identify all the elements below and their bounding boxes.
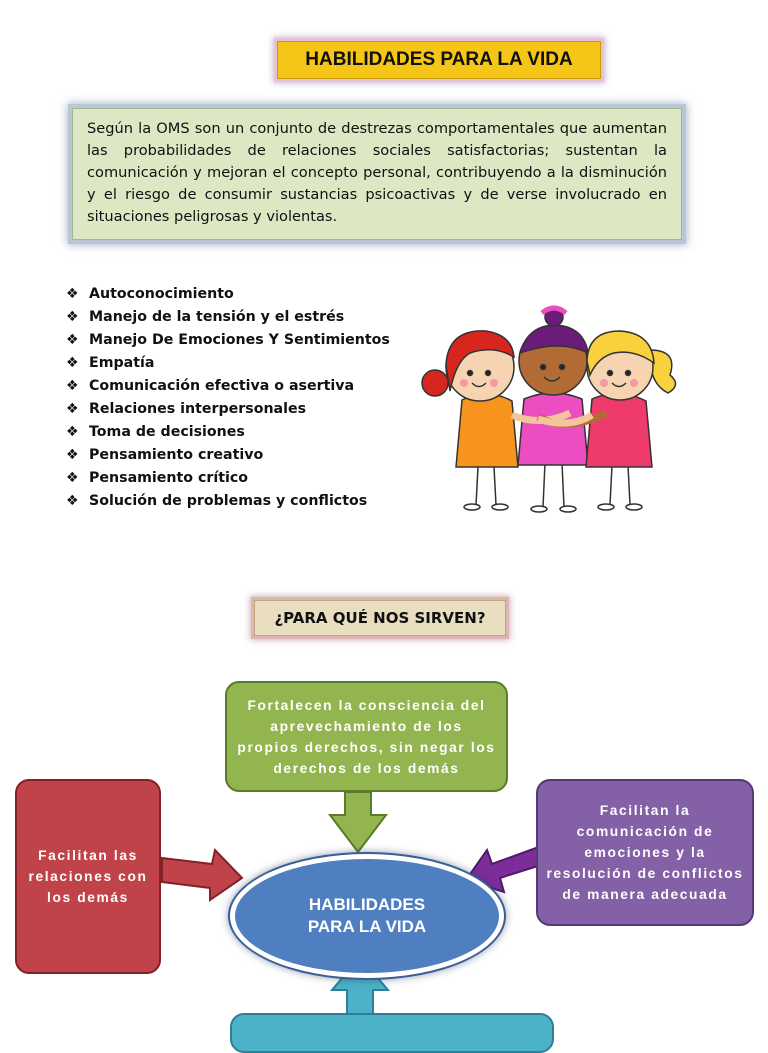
- skill-label: Pensamiento crítico: [89, 469, 249, 486]
- diagram-node-top: Fortalecen la consciencia del aprevechamiento de los propios derechos, sin negar los derechos de los demás: [225, 681, 508, 792]
- diagram-center: [230, 854, 504, 978]
- list-item: [66, 466, 411, 489]
- arrow-down-icon: [330, 792, 386, 852]
- list-item: [66, 397, 411, 420]
- skill-label: Pensamiento creativo: [89, 446, 264, 463]
- diamond-bullet-icon: ❖: [66, 354, 79, 371]
- page-title: HABILIDADES PARA LA VIDA: [277, 41, 601, 79]
- skill-label: Empatía: [89, 354, 155, 371]
- intro-definition: Según la OMS son un conjunto de destrezas comportamentales que aumentan las probabilidades de relaciones sociales satisfactorias; sustentan la comunicación y mejoran el concepto personal, contribuyendo a la disminución y el riesgo de consumir sustancias psicoactivas y de verse involucrado en situaciones peligrosas y violentas.: [72, 108, 682, 240]
- list-item: [66, 351, 411, 374]
- diamond-bullet-icon: ❖: [66, 492, 79, 509]
- list-item: [66, 282, 411, 305]
- skill-label: Relaciones interpersonales: [89, 400, 307, 417]
- skill-label: Autoconocimiento: [89, 285, 234, 302]
- diamond-bullet-icon: ❖: [66, 285, 79, 302]
- skill-label: Manejo De Emociones Y Sentimientos: [89, 331, 390, 348]
- diamond-bullet-icon: ❖: [66, 377, 79, 394]
- list-item: [66, 420, 411, 443]
- diamond-bullet-icon: ❖: [66, 446, 79, 463]
- list-item: [66, 443, 411, 466]
- skills-list: [66, 282, 411, 512]
- list-item: [66, 374, 411, 397]
- diagram-node-right: Facilitan la comunicación de emociones y la resolución de conflictos de manera adecuada: [536, 779, 754, 926]
- list-item: [66, 305, 411, 328]
- skill-label: Toma de decisiones: [89, 423, 245, 440]
- diamond-bullet-icon: ❖: [66, 423, 79, 440]
- diagram-node-bottom: [230, 1013, 554, 1053]
- skill-label: Comunicación efectiva o asertiva: [89, 377, 355, 394]
- diamond-bullet-icon: ❖: [66, 469, 79, 486]
- diamond-bullet-icon: ❖: [66, 308, 79, 325]
- skill-label: Solución de problemas y conflictos: [89, 492, 368, 509]
- diagram-node-left: Facilitan las relaciones con los demás: [15, 779, 161, 974]
- list-item: [66, 328, 411, 351]
- skill-label: Manejo de la tensión y el estrés: [89, 308, 345, 325]
- diamond-bullet-icon: ❖: [66, 400, 79, 417]
- arrow-right-icon: [162, 850, 242, 900]
- diamond-bullet-icon: ❖: [66, 331, 79, 348]
- three-children-hugging-illustration: [420, 295, 690, 515]
- section-subtitle: ¿PARA QUÉ NOS SIRVEN?: [254, 600, 506, 636]
- center-line-1: HABILIDADES: [308, 895, 426, 914]
- center-line-2: PARA LA VIDA: [307, 917, 427, 936]
- list-item: [66, 489, 411, 512]
